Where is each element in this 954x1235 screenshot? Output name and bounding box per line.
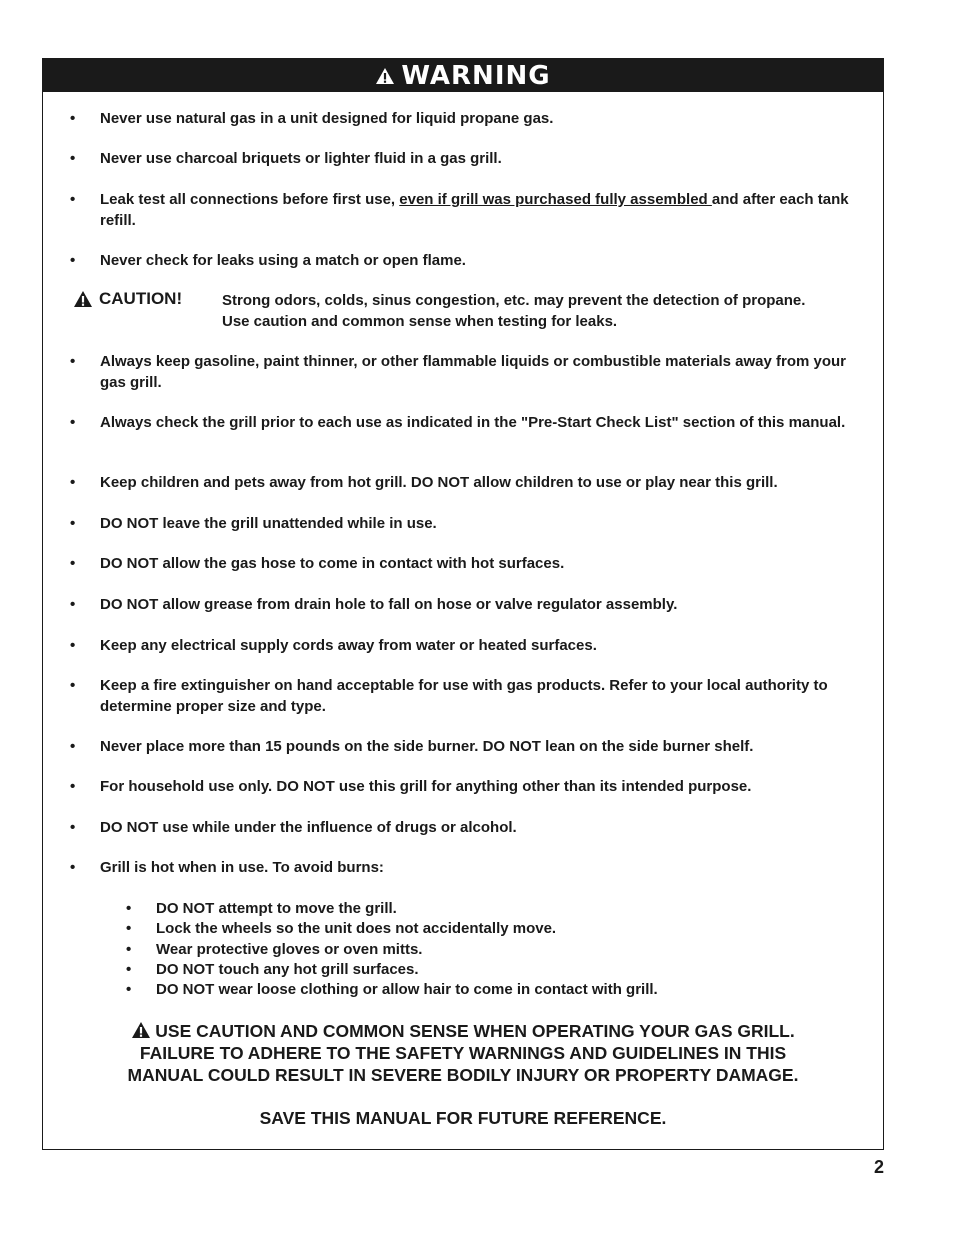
- bullet: •: [70, 474, 76, 491]
- bullet: •: [70, 859, 76, 876]
- list-item: • DO NOT allow grease from drain hole to fall on hose or valve regulator assembly.: [70, 595, 860, 616]
- bullet: •: [70, 819, 76, 836]
- warning-triangle-icon: [375, 67, 395, 85]
- list-item: • DO NOT use while under the influence of drugs or alcohol.: [70, 818, 860, 839]
- warning-title: WARNING: [401, 60, 551, 91]
- list-item: • Keep any electrical supply cords away from water or heated surfaces.: [70, 636, 860, 657]
- bullet: •: [70, 515, 76, 532]
- sub-list-item: • Lock the wheels so the unit does not accidentally move.: [126, 919, 826, 940]
- list-item: • Never check for leaks using a match or open flame.: [70, 251, 860, 272]
- bullet: •: [70, 252, 76, 269]
- bullet: •: [70, 637, 76, 654]
- bullet: •: [70, 150, 76, 167]
- save-note: SAVE THIS MANUAL FOR FUTURE REFERENCE.: [259, 1108, 667, 1128]
- underlined-emphasis: even if grill was purchased fully assembled: [399, 191, 712, 208]
- bullet: •: [70, 778, 76, 795]
- bullet: •: [126, 961, 132, 978]
- bullet: •: [70, 555, 76, 572]
- warning-header: [43, 59, 883, 92]
- warning-triangle-icon: [131, 1021, 151, 1039]
- list-item: • Always check the grill prior to each use as indicated in the "Pre-Start Check List" section of this manual.: [70, 413, 860, 434]
- bullet: •: [70, 353, 76, 370]
- bullet: •: [126, 900, 132, 917]
- list-item: • Always keep gasoline, paint thinner, or other flammable liquids or combustible materials away from your gas grill.: [70, 353, 847, 391]
- sub-list-item: • DO NOT attempt to move the grill.: [126, 899, 826, 920]
- list-item: • DO NOT leave the grill unattended while in use.: [70, 514, 860, 535]
- bullet: •: [70, 596, 76, 613]
- bullet: •: [126, 920, 132, 937]
- sub-list-item: • DO NOT wear loose clothing or allow hair to come in contact with grill.: [126, 980, 826, 1001]
- bullet: •: [126, 941, 132, 958]
- list-item: • Never place more than 15 pounds on the side burner. DO NOT lean on the side burner shelf.: [70, 737, 860, 758]
- bullet: •: [70, 738, 76, 755]
- bullet: •: [70, 110, 76, 127]
- bullet: •: [70, 191, 76, 208]
- list-item: • Leak test all connections before first use, even if grill was purchased fully assembled and after each tank refill.: [70, 191, 849, 229]
- page-number: 2: [873, 1157, 884, 1177]
- caution-note: [73, 289, 863, 339]
- sub-list-item: • Wear protective gloves or oven mitts.: [126, 940, 826, 961]
- caution-text: Strong odors, colds, sinus congestion, etc. may prevent the detection of propane. Use caution and common sense when testing for leaks.: [222, 292, 806, 330]
- list-item: • Keep children and pets away from hot grill. DO NOT allow children to use or play near this grill.: [70, 473, 860, 494]
- sub-list-item: • DO NOT touch any hot grill surfaces.: [126, 960, 826, 981]
- bullet: •: [126, 981, 132, 998]
- bullet: •: [70, 414, 76, 431]
- list-item: • DO NOT allow the gas hose to come in contact with hot surfaces.: [70, 554, 860, 575]
- list-item: • Never use charcoal briquets or lighter fluid in a gas grill.: [70, 149, 860, 170]
- list-item: • Grill is hot when in use. To avoid burns:: [70, 858, 860, 879]
- final-warning: USE CAUTION AND COMMON SENSE WHEN OPERATING YOUR GAS GRILL. FAILURE TO ADHERE TO THE SAFETY WARNINGS AND GUIDELINES IN THIS MANUAL COULD RESULT IN SEVERE BODILY INJURY OR PROPERTY DAMAGE.: [127, 1021, 799, 1085]
- caution-label: CAUTION!: [99, 289, 183, 308]
- list-item: • Keep a fire extinguisher on hand acceptable for use with gas products. Refer to your local authority to determine proper size and type.: [70, 677, 828, 715]
- list-item: • For household use only. DO NOT use this grill for anything other than its intended purpose.: [70, 777, 860, 798]
- caution-triangle-icon: [73, 290, 93, 308]
- bullet: •: [70, 677, 76, 694]
- list-item: • Never use natural gas in a unit designed for liquid propane gas.: [70, 109, 860, 130]
